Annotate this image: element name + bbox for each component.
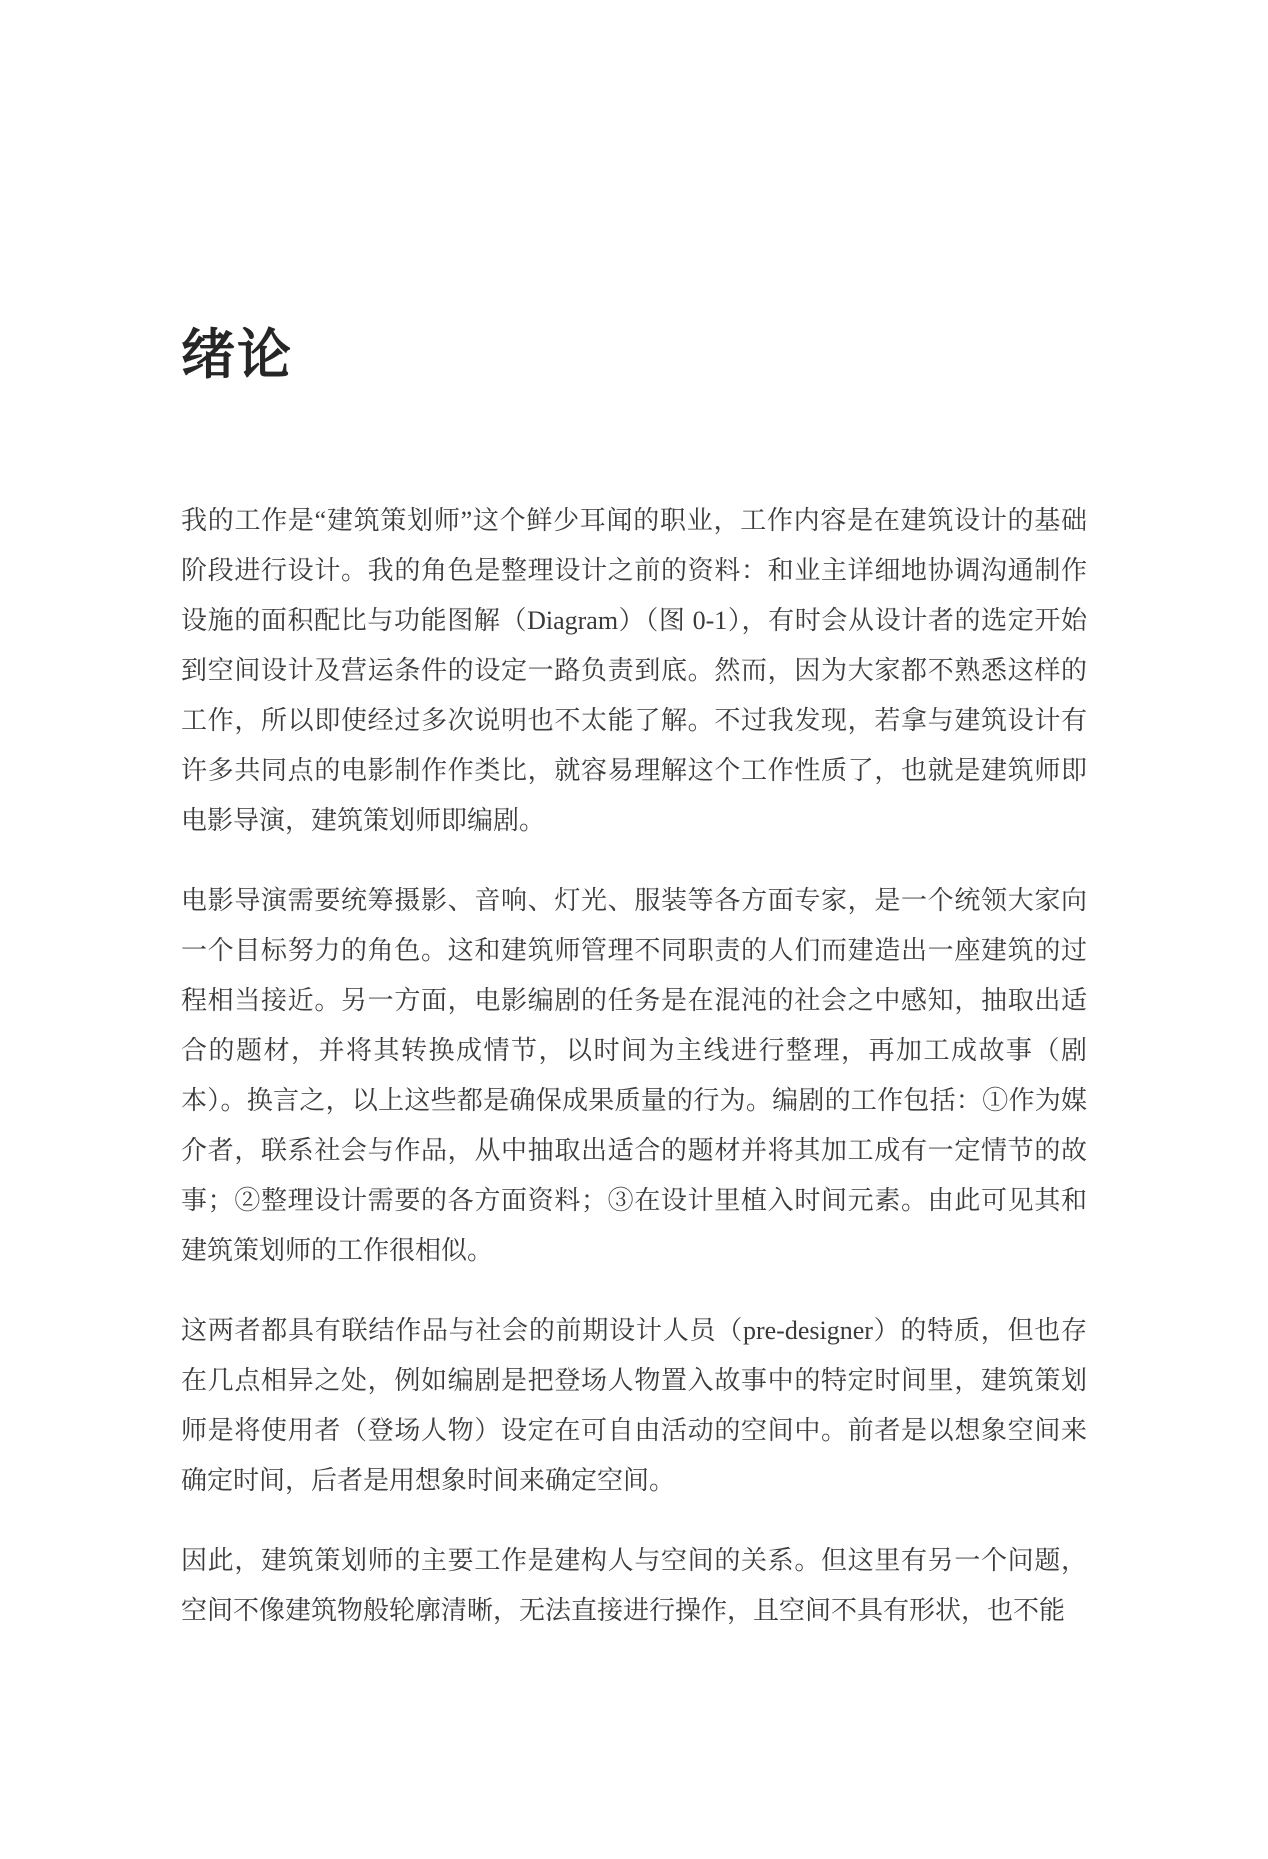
paragraph-4: 因此，建筑策划师的主要工作是建构人与空间的关系。但这里有另一个问题，空间不像建筑物般轮廓清晰，无法直接进行操作，且空间不具有形状，也不能 bbox=[181, 1546, 1087, 1625]
paragraph-2: 电影导演需要统筹摄影、音响、灯光、服装等各方面专家，是一个统领大家向一个目标努力的角色。这和建筑师管理不同职责的人们而建造出一座建筑的过程相当接近。另一方面，电影编剧的任务是在混沌的社会之中感知，抽取出适合的题材，并将其转换成情节，以时间为主线进行整理，再加工成故事（剧本）。换言之，以上这些都是确保成果质量的行为。编剧的工作包括：①作为媒介者，联系社会与作品，从中抽取出适合的题材并将其加工成有一定情节的故事；②整理设计需要的各方面资料；③在设计里植入时间元素。由此可见其和建筑策划师的工作很相似。 bbox=[181, 886, 1087, 1265]
chapter-title: 绪论 bbox=[181, 325, 293, 385]
paragraph-1: 我的工作是“建筑策划师”这个鲜少耳闻的职业，工作内容是在建筑设计的基础阶段进行设计。我的角色是整理设计之前的资料：和业主详细地协调沟通制作设施的面积配比与功能图解（Diagram）（图 0-1），有时会从设计者的选定开始到空间设计及营运条件的设定一路负责到底。然而，因为大家都不熟悉这样的工作，所以即使经过多次说明也不太能了解。不过我发现，若拿与建筑设计有许多共同点的电影制作作类比，就容易理解这个工作性质了，也就是建筑师即电影导演，建筑策划师即编剧。 bbox=[181, 506, 1087, 835]
page-content bbox=[181, 0, 1087, 1636]
body-text bbox=[181, 496, 1087, 1636]
paragraph-3: 这两者都具有联结作品与社会的前期设计人员（pre-designer）的特质，但也存在几点相异之处，例如编剧是把登场人物置入故事中的特定时间里，建筑策划师是将使用者（登场人物）设定在可自由活动的空间中。前者是以想象空间来确定时间，后者是用想象时间来确定空间。 bbox=[181, 1316, 1087, 1495]
